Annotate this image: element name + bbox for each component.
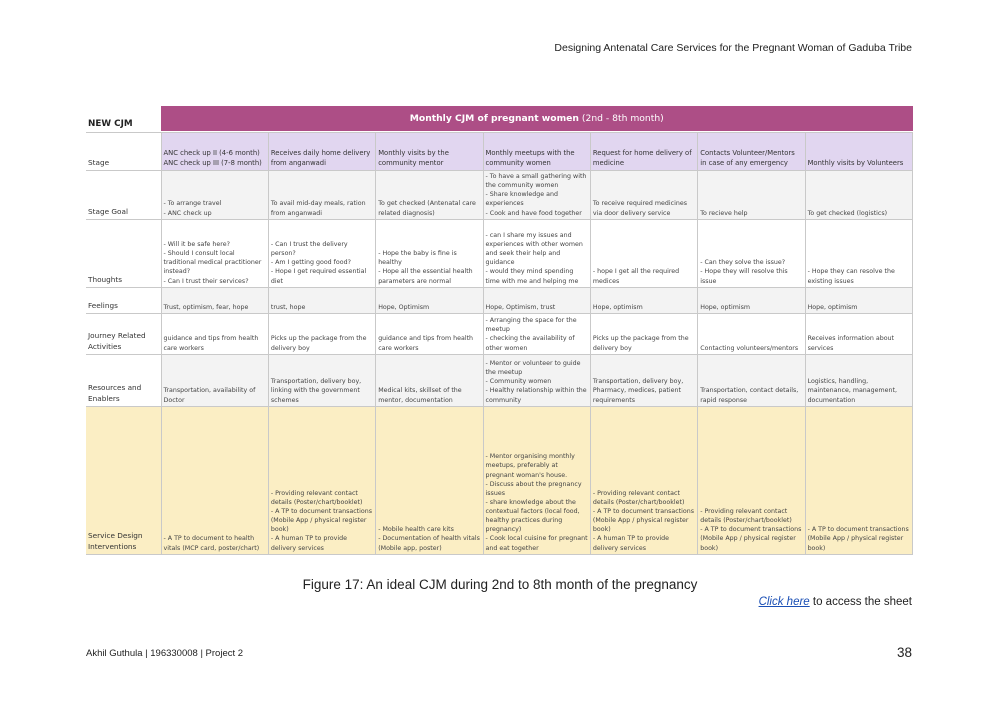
table-cell: - Providing relevant contact details (Poster/chart/booklet) - A TP to document transactions (Mobile App / physical register book) - A human TP to provide delivery services — [268, 406, 375, 554]
table-cell: To get checked (logistics) — [805, 171, 912, 220]
table-row — [86, 133, 913, 171]
table-cell: Hope, optimism — [805, 287, 912, 313]
table-cell: To receive required medicines via door delivery service — [590, 171, 697, 220]
table-cell: Logistics, handling, maintenance, management, documentation — [805, 354, 912, 406]
table-cell: Contacts Volunteer/Mentors in case of any emergency — [698, 133, 805, 171]
row-label-resources-enablers: Resources and Enablers — [86, 354, 161, 406]
table-cell: Monthly visits by the community mentor — [376, 133, 483, 171]
row-label-journey-activities: Journey Related Activities — [86, 313, 161, 354]
table-row — [86, 287, 913, 313]
table-row — [86, 354, 913, 406]
table-cell: guidance and tips from health care workers — [376, 313, 483, 354]
table-cell: Transportation, availability of Doctor — [161, 354, 268, 406]
table-cell: Contacting volunteers/mentors — [698, 313, 805, 354]
table-cell: Receives information about services — [805, 313, 912, 354]
click-here-link[interactable]: Click here — [758, 596, 810, 608]
table-row — [86, 313, 913, 354]
table-cell: - Hope they can resolve the existing issues — [805, 219, 912, 287]
table-cell: - To arrange travel - ANC check up — [161, 171, 268, 220]
table-cell: Transportation, delivery boy, linking with the government schemes — [268, 354, 375, 406]
table-cell: - can I share my issues and experiences with other women and seek their help and guidance - would they mind spending time with me and helping me — [483, 219, 590, 287]
sheet-access-line — [759, 596, 912, 608]
table-cell: Trust, optimism, fear, hope — [161, 287, 268, 313]
table-cell: Hope, optimism — [698, 287, 805, 313]
table-cell: trust, hope — [268, 287, 375, 313]
table-cell: - Providing relevant contact details (Poster/chart/booklet) - A TP to document transactions (Mobile App / physical register book) - A human TP to provide delivery services — [590, 406, 697, 554]
table-cell: - Providing relevant contact details (Poster/chart/booklet) - A TP to document transactions (Mobile App / physical register book) — [698, 406, 805, 554]
table-cell: Medical kits, skillset of the mentor, documentation — [376, 354, 483, 406]
table-cell: guidance and tips from health care workers — [161, 313, 268, 354]
table-cell: - Mentor or volunteer to guide the meetup - Community women - Healthy relationship within the community — [483, 354, 590, 406]
table-cell: Hope, Optimism — [376, 287, 483, 313]
table-cell: - Mobile health care kits - Documentation of health vitals (Mobile app, poster) — [376, 406, 483, 554]
table-cell: - Hope the baby is fine is healthy - Hope all the essential health parameters are normal — [376, 219, 483, 287]
table-cell: Monthly visits by Volunteers — [805, 133, 912, 171]
row-label-thoughts: Thoughts — [86, 219, 161, 287]
figure-caption: Figure 17: An ideal CJM during 2nd to 8th month of the pregnancy — [302, 577, 698, 592]
document-header-title: Designing Antenatal Care Services for the Pregnant Woman of Gaduba Tribe — [554, 42, 912, 54]
table-banner-row — [86, 107, 913, 131]
table-cell: - To have a small gathering with the community women - Share knowledge and experiences - Cook and have food together — [483, 171, 590, 220]
table-row — [86, 171, 913, 220]
table-cell: Hope, Optimism, trust — [483, 287, 590, 313]
banner-subtitle: (2nd - 8th month) — [578, 112, 664, 124]
table-cell: Receives daily home delivery from anganwadi — [268, 133, 375, 171]
table-cell: Hope, optimism — [590, 287, 697, 313]
table-cell: - Can I trust the delivery person? - Am I getting good food? - Hope I get required essential diet — [268, 219, 375, 287]
table-cell: Transportation, delivery boy, Pharmacy, medices, patient requirements — [590, 354, 697, 406]
table-cell: Monthly meetups with the community women — [483, 133, 590, 171]
table-cell: - Can they solve the issue? - Hope they will resolve this issue — [698, 219, 805, 287]
table-cell: ANC check up II (4-6 month) ANC check up III (7-8 month) — [161, 133, 268, 171]
table-cell: To recieve help — [698, 171, 805, 220]
table-cell: To avail mid-day meals, ration from anganwadi — [268, 171, 375, 220]
table-cell: - A TP to document to health vitals (MCP card, poster/chart) — [161, 406, 268, 554]
table-cell: - Mentor organising monthly meetups, preferably at pregnant woman's house. - Discuss about the pregnancy issues - share knowledge about the contextual factors (local food, healthy practices during pregnancy) - Cook local cuisine for pregnant and eat together — [483, 406, 590, 554]
footer-author-info: Akhil Guthula | 196330008 | Project 2 — [86, 648, 244, 659]
table-cell: - Arranging the space for the meetup - checking the availability of other women — [483, 313, 590, 354]
row-label-stage-goal: Stage Goal — [86, 171, 161, 220]
table-cell: - hope I get all the required medices — [590, 219, 697, 287]
table-cell: - Will it be safe here? - Should I consult local traditional medical practitioner instead? - Can I trust their services? — [161, 219, 268, 287]
table-cell: - A TP to document transactions (Mobile App / physical register book) — [805, 406, 912, 554]
table-cell: Picks up the package from the delivery boy — [268, 313, 375, 354]
banner-title: Monthly CJM of pregnant women — [409, 112, 579, 124]
access-text: to access the sheet — [809, 596, 912, 608]
table-row — [86, 219, 913, 287]
row-label-stage: Stage — [86, 133, 161, 171]
row-label-feelings: Feelings — [86, 287, 161, 313]
new-cjm-label: NEW CJM — [86, 107, 161, 133]
table-cell: To get checked (Antenatal care related diagnosis) — [376, 171, 483, 220]
table-cell: Transportation, contact details, rapid response — [698, 354, 805, 406]
table-row — [86, 406, 913, 554]
cjm-table — [86, 106, 913, 555]
row-label-service-design-interventions: Service Design Interventions — [86, 406, 161, 554]
page-number: 38 — [896, 645, 912, 660]
table-cell: Request for home delivery of medicine — [590, 133, 697, 171]
table-banner — [161, 107, 913, 131]
table-cell: Picks up the package from the delivery boy — [590, 313, 697, 354]
